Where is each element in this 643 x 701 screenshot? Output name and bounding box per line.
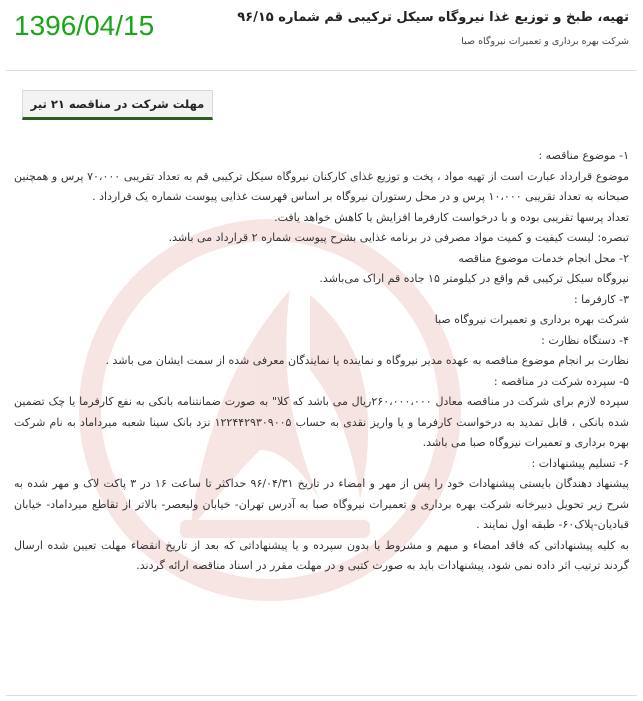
section-5-body: سپرده لازم برای شرکت در مناقصه معادل ۲۶۰،۰۰۰،۰۰۰ریال می باشد که کلا" به صورت ضمانتنامه بانکی به نفع کارفرما یا چک تضمین شده بانکی ، قابل تمدید به درخواست کارفرما و یا واریز نقدی به حساب ۱۲۲۴۴۲۹۳۰۹۰۰۵ نزد بانک سینا شعبه میرداماد به نام شرکت بهره برداری و تعمیرات نیروگاه صبا می باشد. [14, 395, 630, 449]
date: 1396/04/15 [14, 10, 155, 41]
deadline-label: مهلت شرکت در مناقصه ۲۱ تیر [30, 97, 205, 111]
section-4-heading: ۴- دستگاه نظارت : [541, 333, 629, 347]
company-name: شرکت بهره برداری و تعمیرات نیروگاه صبا [461, 36, 629, 47]
section-6-heading: ۶- تسلیم پیشنهادات : [531, 456, 629, 470]
tender-title[interactable]: تهیه، طبخ و توزیع غذا نیروگاه سیکل ترکیبی قم شماره ۹۶/۱۵ [237, 10, 629, 25]
section-6-note: به کلیه پیشنهاداتی که فاقد امضاء و مبهم و مشروط یا بدون سپرده و یا پیشنهاداتی که بعد از تاریخ انقضاء مهلت تعیین شده ارسال گردند ترتیب اثر داده نمی شود، پیشنهادات باید به صورت کتبی و در مهلت مقرر در اسناد مناقصه ارائه گردند. [14, 538, 629, 572]
section-4-body: نظارت بر انجام موضوع مناقصه به عهده مدیر نیروگاه و نماینده یا نمایندگان معرفی شده از سمت ایشان می باشد . [105, 354, 629, 367]
section-2-body: نیروگاه سیکل ترکیبی قم واقع در کیلومتر ۱۵ جاده قم اراک می‌باشد. [319, 272, 629, 285]
section-6-body: پیشنهاد دهندگان بایستی پیشنهادات خود را پس از مهر و امضاء در تاریخ ۹۶/۰۴/۳۱ حداکثر تا ساعت ۱۶ در ۳ پاکت لاک و مهر شده به شرح زیر تحویل دبیرخانه شرکت بهره برداری و تعمیرات نیروگاه صبا به آدرس تهران- خیابان ولیعصر- بالاتر از تقاطع میرداماد- خیابان قبادیان-پلاک۶۰- طبقه اول نمایند . [14, 477, 629, 531]
header-divider [6, 70, 637, 71]
section-3-heading: ۳- کارفرما : [573, 292, 629, 306]
footer-divider [6, 695, 637, 696]
section-1-body: موضوع قرارداد عبارت است از تهیه مواد ، پخت و توزیع غذای کارکنان نیروگاه سیکل ترکیبی قم به تعداد تقریبی ۷۰،۰۰۰ پرس و همچنین صبحانه به تعداد تقریبی ۱۰،۰۰۰ پرس و در محل رستوران نیروگاه بر اساس فهرست غذایی پیوست شماره یک قرارداد . [14, 169, 629, 203]
section-1-heading: ۱- موضوع مناقصه : [538, 149, 629, 162]
section-1-remark: تبصره: لیست کیفیت و کمیت مواد مصرفی در برنامه غذایی بشرح پیوست شماره ۲ قرارداد می باشد. [168, 231, 629, 244]
section-2-heading: ۲- محل انجام خدمات موضوع مناقصه [458, 251, 629, 265]
section-3-body: شرکت بهره برداری و تعمیرات نیروگاه صبا [434, 313, 629, 326]
tender-content [14, 146, 629, 577]
deadline-box [22, 90, 213, 120]
section-1-note: تعداد پرسها تقریبی بوده و با درخواست کارفرما افزایش یا کاهش خواهد یافت. [274, 210, 629, 224]
section-5-heading: ۵- سپرده شرکت در مناقصه : [493, 374, 629, 388]
